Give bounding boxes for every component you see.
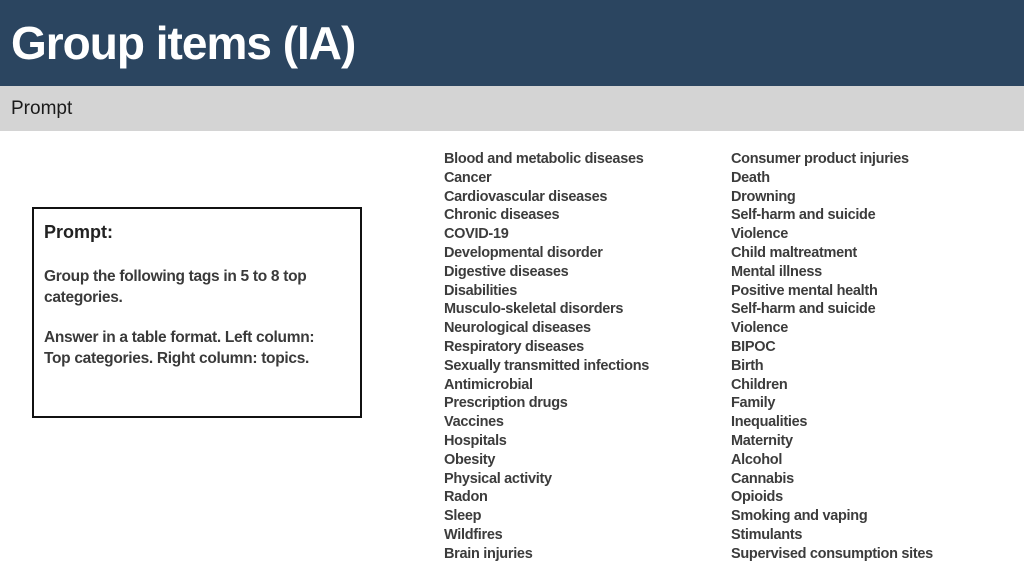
tag-item: Cardiovascular diseases — [444, 188, 608, 205]
tag-item: Vaccines — [444, 414, 504, 431]
prompt-line: Answer in a table format. Left column: — [44, 329, 315, 346]
tag-item: Inequalities — [731, 414, 808, 431]
tag-item: Cannabis — [731, 470, 794, 487]
tag-item: Blood and metabolic diseases — [444, 151, 644, 167]
tag-item: Smoking and vaping — [731, 508, 868, 525]
tag-item: Self-harm and suicide — [731, 301, 876, 318]
prompt-line: Group the following tags in 5 to 8 top — [44, 268, 307, 285]
tag-item: Child maltreatment — [731, 244, 857, 261]
tag-item: Alcohol — [731, 451, 783, 468]
tag-item: Developmental disorder — [444, 244, 603, 261]
tag-item: Violence — [731, 320, 788, 337]
page-title: Group items (IA) — [11, 17, 356, 69]
tag-item: Self-harm and suicide — [731, 207, 876, 224]
tag-item: Supervised consumption sites — [731, 545, 933, 562]
tag-item: Family — [731, 395, 776, 412]
tag-item: Cancer — [444, 169, 492, 186]
tag-item: Obesity — [444, 451, 496, 468]
tag-item: Sleep — [444, 508, 482, 525]
tag-item: Respiratory diseases — [444, 338, 584, 355]
prompt-box — [32, 207, 362, 418]
tag-item: Neurological diseases — [444, 320, 591, 337]
tag-item: Death — [731, 169, 770, 186]
tag-item: Digestive diseases — [444, 263, 569, 280]
tag-item: Antimicrobial — [444, 376, 533, 393]
prompt-line: Top categories. Right column: topics. — [44, 350, 310, 367]
tag-item: Drowning — [731, 188, 796, 205]
tag-item: Radon — [444, 489, 488, 506]
tag-item: Birth — [731, 357, 764, 374]
tag-item: COVID-19 — [444, 226, 509, 243]
tag-item: Brain injuries — [444, 545, 533, 562]
tag-item: Opioids — [731, 489, 783, 506]
tag-item: Chronic diseases — [444, 207, 560, 224]
prompt-heading: Prompt: — [44, 222, 113, 242]
prompt-line: categories. — [44, 289, 123, 306]
tag-item: Prescription drugs — [444, 395, 568, 412]
tag-list-right — [731, 150, 933, 564]
tag-item: Disabilities — [444, 282, 517, 299]
section-bar — [0, 86, 1024, 131]
title-bar — [0, 0, 1024, 86]
tag-item: Wildfires — [444, 526, 503, 543]
tag-item: Stimulants — [731, 526, 803, 543]
section-label: Prompt — [11, 98, 73, 119]
tag-item: Maternity — [731, 432, 793, 449]
tag-item: Positive mental health — [731, 282, 878, 299]
tag-item: BIPOC — [731, 338, 776, 355]
tag-item: Children — [731, 376, 788, 393]
tag-list-left — [444, 150, 649, 564]
tag-item: Sexually transmitted infections — [444, 357, 650, 374]
tag-item: Violence — [731, 226, 788, 243]
tag-item: Physical activity — [444, 470, 552, 487]
tag-item: Musculo-skeletal disorders — [444, 301, 624, 318]
tag-item: Mental illness — [731, 263, 822, 280]
tag-item: Hospitals — [444, 432, 507, 449]
tag-item: Consumer product injuries — [731, 151, 909, 167]
